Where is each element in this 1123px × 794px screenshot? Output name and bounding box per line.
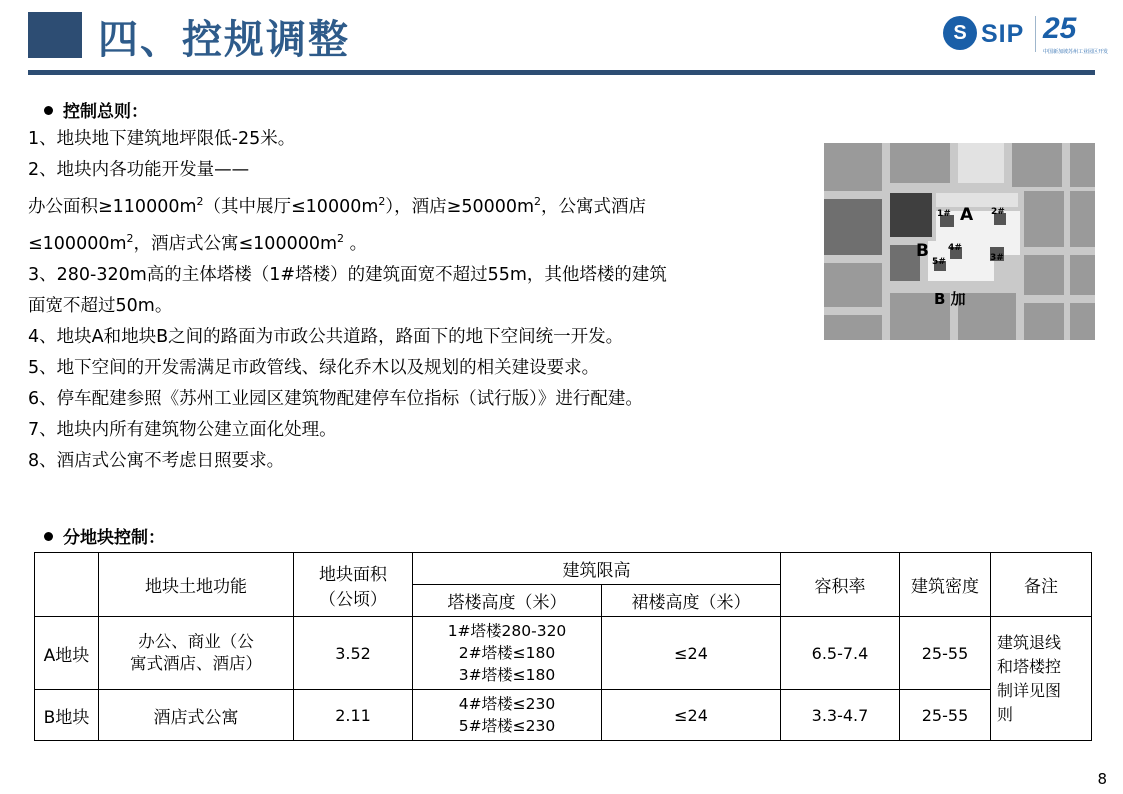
map-label-block-b: B xyxy=(916,241,929,261)
header-accent-block xyxy=(28,12,82,58)
row-label-a: A地块 xyxy=(35,617,99,690)
cell-density-a: 25-55 xyxy=(900,617,991,690)
header-far: 容积率 xyxy=(781,553,900,617)
header-divider xyxy=(28,70,1095,75)
header-corner xyxy=(35,553,99,617)
rule-line-7: 4、地块A和地块B之间的路面为市政公共道路，路面下的地下空间统一开发。 xyxy=(28,326,624,347)
rule-line-9: 6、停车配建参照《苏州工业园区建筑物配建停车位指标（试行版）》进行配建。 xyxy=(28,388,643,409)
cell-tower-height-a: 1#塔楼280-320 2#塔楼≤180 3#塔楼≤180 xyxy=(413,617,602,690)
table-row xyxy=(35,690,1092,741)
header-podium-height: 裙楼高度（米） xyxy=(602,585,781,617)
header-height-limit: 建筑限高 xyxy=(413,553,781,585)
map-label-block-a: A xyxy=(960,205,974,225)
anniversary-number: 25 xyxy=(1043,12,1077,45)
section1-heading-text: 控制总则： xyxy=(63,102,148,121)
rule-line-11: 8、酒店式公寓不考虑日照要求。 xyxy=(28,450,285,471)
rule-line-4: $\le 100000m^2$，酒店式公寓$\le 100000m^2$ 。 xyxy=(28,231,368,254)
cell-land-use-b: 酒店式公寓 xyxy=(99,690,294,741)
rule-line-5: 3、280-320m高的主体塔楼（1#塔楼）的建筑面宽不超过55m，其他塔楼的建筑 xyxy=(28,264,667,285)
map-caption: B 加 xyxy=(934,290,966,308)
map-label-tower-3: 3# xyxy=(990,253,1004,263)
cell-remark: 建筑退线 和塔楼控 制详见图 则 xyxy=(991,617,1092,741)
cell-far-a: 6.5-7.4 xyxy=(781,617,900,690)
cell-area-a: 3.52 xyxy=(294,617,413,690)
header-land-use: 地块土地功能 xyxy=(99,553,294,617)
rule-line-1: 1、地块地下建筑地坪限低-25米。 xyxy=(28,129,296,149)
cell-podium-height-a: ≤24 xyxy=(602,617,781,690)
header-area: 地块面积 （公顷） xyxy=(294,553,413,617)
site-plan-image xyxy=(824,143,1095,340)
page-number: 8 xyxy=(1097,770,1107,788)
bullet-icon xyxy=(44,106,53,115)
row-label-b: B地块 xyxy=(35,690,99,741)
cell-tower-height-b: 4#塔楼≤230 5#塔楼≤230 xyxy=(413,690,602,741)
table-row xyxy=(35,617,1092,690)
section2-heading-text: 分地块控制： xyxy=(63,528,165,547)
rule-line-2: 2、地块内各功能开发量—— xyxy=(28,160,250,180)
bullet-icon xyxy=(44,532,53,541)
cell-podium-height-b: ≤24 xyxy=(602,690,781,741)
table-header-row-1 xyxy=(35,553,1092,585)
rule-line-3: 办公面积$\ge 110000m^2$（其中展厅$\le 10000m^2$），酒店$\ge 50000m^2$，公寓式酒店 xyxy=(28,195,647,217)
cell-land-use-a: 办公、商业（公 寓式酒店、酒店） xyxy=(99,617,294,690)
logo-separator xyxy=(1035,16,1036,52)
section-heading-general-rules xyxy=(44,97,148,122)
logo-subtitle: 中国新加坡苏州工业园区开发 xyxy=(1043,49,1109,55)
header-density: 建筑密度 xyxy=(900,553,991,617)
rule-line-10: 7、地块内所有建筑物公建立面化处理。 xyxy=(28,419,337,440)
page-title: 四、控规调整 xyxy=(98,17,350,63)
header-tower-height: 塔楼高度（米） xyxy=(413,585,602,617)
parcel-control-table xyxy=(34,552,1092,741)
general-rules-body xyxy=(28,124,818,477)
sip-logo-mark: S xyxy=(943,16,977,50)
cell-far-b: 3.3-4.7 xyxy=(781,690,900,741)
section-heading-parcel-control xyxy=(44,523,165,548)
map-label-tower-4: 4# xyxy=(948,243,962,253)
rule-line-6: 面宽不超过50m。 xyxy=(28,295,173,316)
header-remark: 备注 xyxy=(991,553,1092,617)
map-label-tower-5: 5# xyxy=(932,257,946,267)
map-label-tower-1: 1# xyxy=(937,209,951,219)
map-label-tower-2: 2# xyxy=(991,207,1005,217)
page-header xyxy=(0,0,1123,84)
cell-area-b: 2.11 xyxy=(294,690,413,741)
cell-density-b: 25-55 xyxy=(900,690,991,741)
sip-logo xyxy=(943,10,1109,60)
rule-line-8: 5、地下空间的开发需满足市政管线、绿化乔木以及规划的相关建设要求。 xyxy=(28,357,600,378)
sip-logo-text: SIP xyxy=(981,20,1025,48)
